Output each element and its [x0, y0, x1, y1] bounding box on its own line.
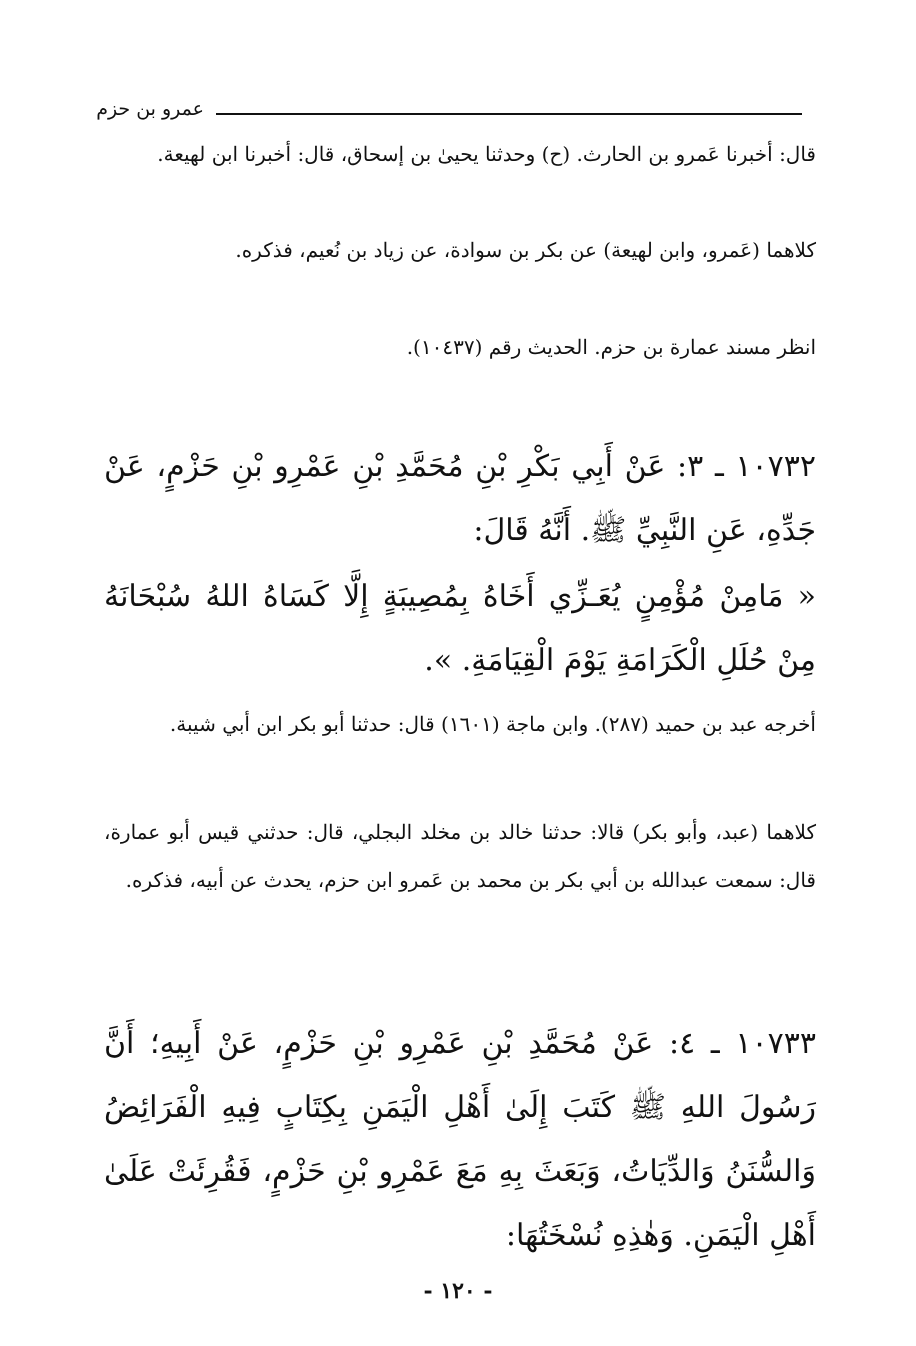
cross-reference-note: انظر مسند عمارة بن حزم. الحديث رقم (١٠٤٣٧). — [406, 335, 816, 359]
running-title: عمرو بن حزم — [96, 98, 204, 120]
page-number: - ١٢٠ - — [423, 1278, 493, 1304]
hadith-10733-text: ١٠٧٣٣ ـ ٤: عَنْ مُحَمَّدِ بْنِ عَمْرِو بْنِ حَزْمٍ، عَنْ أَبِيهِ؛ أَنَّ رَسُولَ اللهِ ﷺ كَتَبَ إِلَىٰ أَهْلِ الْيَمَنِ بِكِتَابٍ فِيهِ الْفَرَائِضُ وَالسُّنَنُ وَالدِّيَاتُ، وَبَعَثَ بِهِ مَعَ عَمْرِو بْنِ حَزْمٍ، فَقُرِئَتْ عَلَىٰ أَهْلِ الْيَمَنِ. وَهٰذِهِ نُسْخَتُهَا: — [104, 1026, 816, 1253]
header-rule — [216, 113, 802, 115]
chain-of-narration-paragraph: كلاهما (عبد، وأبو بكر) قالا: حدثنا خالد بن مخلد البجلي، قال: حدثني قيس أبو عمارة، قال: سمعت عبدالله بن أبي بكر بن محمد بن عَمرو ابن حزم، يحدث عن أبيه، فذكره. — [104, 820, 816, 892]
takhrij-paragraph: أخرجه عبد بن حميد (٢٨٧). وابن ماجة (١٦٠١) قال: حدثنا أبو بكر ابن أبي شيبة. — [169, 712, 816, 736]
chain-of-narration-paragraph: قال: أخبرنا عَمرو بن الحارث. (ح) وحدثنا يحيىٰ بن إسحاق، قال: أخبرنا ابن لهيعة. — [157, 142, 816, 166]
hadith-10732-text: « مَامِنْ مُؤْمِنٍ يُعَـزِّي أَخَاهُ بِمُصِيبَةٍ إِلَّا كَسَاهُ اللهُ سُبْحَانَهُ مِنْ حُلَلِ الْكَرَامَةِ يَوْمَ الْقِيَامَةِ. ». — [104, 579, 816, 678]
chain-of-narration-paragraph: كلاهما (عَمرو، وابن لهيعة) عن بكر بن سوادة، عن زياد بن نُعيم، فذكره. — [235, 238, 816, 262]
hadith-10732-heading: ١٠٧٣٢ ـ ٣: عَنْ أَبِي بَكْرِ بْنِ مُحَمَّدِ بْنِ عَمْرِو بْنِ حَزْمٍ، عَنْ جَدِّهِ، عَنِ النَّبِيِّ ﷺ. أَنَّهُ قَالَ: — [104, 449, 816, 548]
